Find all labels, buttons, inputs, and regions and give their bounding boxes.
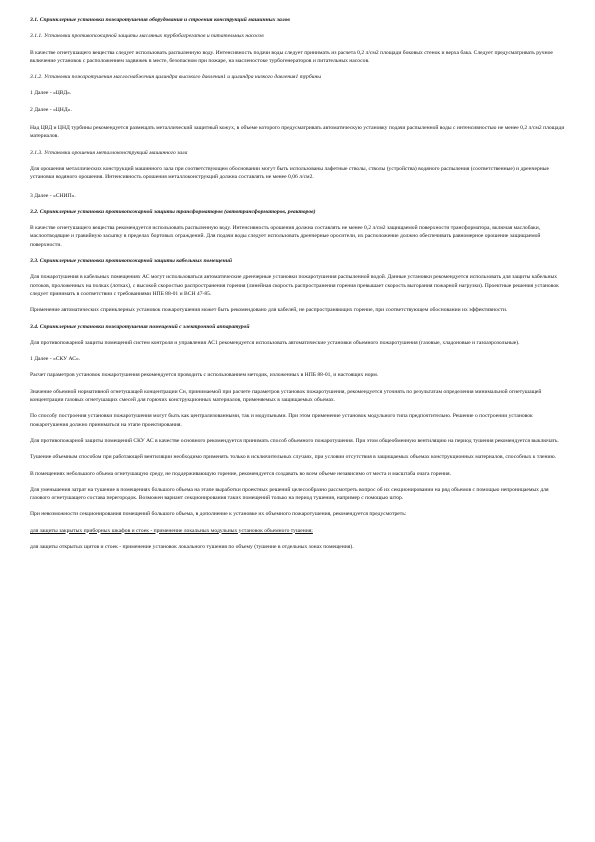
subsection-heading: 3.1.3. Установки орошения металлоконструкций машинного зала [30, 149, 188, 156]
paragraph: Для противопожарной защиты помещений систем контроля и управления АС1 рекомендуется использовать автоматические установки объемного пожаротушения (газовые, хладоновые и газоаэрозольные). [30, 339, 520, 346]
paragraph: Для противопожарной защиты помещений СКУ АС в качестве основного рекомендуется принимать способ объемного пожаротушения. При этом общеобменную вентиляцию на период тушения рекомендуется выключать. [30, 437, 559, 444]
paragraph: Расчет параметров установок пожаротушения рекомендуется проводить с использованием методик, изложенных в НПБ 88-01, и настоящих норм. [30, 372, 379, 379]
section-heading: 3.1. Спринклерные установки пожаротушения оборудования и строения конструкций машинных залов [30, 17, 290, 23]
paragraph: для защиты закрытых приборных шкафов и стоек - применение локальных модульных установок объемного тушения; [30, 527, 313, 534]
section-heading: 3.2. Спринклерные установки противопожарной защиты трансформаторов (автотрансформаторов, реакторов) [30, 208, 316, 215]
paragraph: 3 Далее - «СНИП». [30, 192, 76, 199]
section-heading: 3.4. Спринклерные установки пожаротушения помещений с электронной аппаратурой [30, 323, 250, 330]
paragraph: для защиты открытых щитов и стоек - применение установок локального тушения по объему (тушение в отдельных зонах помещения). [30, 543, 354, 550]
paragraph: При невозможности секционирования помещений большого объема, в дополнение к установке их объемного пожаротушения, рекомендуется предусмотреть: [30, 511, 407, 518]
paragraph: В качестве огнетушащего вещества следует использовать распыленную воду. Интенсивность подачи воды следует принимать из расчета 0,2 л/см2 площади боковых стенок и верха бака. Следует предусматривать ручное включение установок с расположением задвижек в месте, безопасном при пожаре, на масленостоке турбогенераторов и питательных насосов. [30, 49, 553, 64]
paragraph: Применение автоматических спринклерных установок пожаротушения может быть рекомендовано для кабелей, не распространяющих горение, при соответствующем обосновании их эффективности. [30, 307, 508, 314]
paragraph: Для орошения металлических конструкций машинного зала при соответствующем обосновании могут быть использованы лафетные стволы, стволы (устройства) водяного распыления (соответственные) и дренчерные установки водяного орошения. Интенсивность орошения металлоконструкций должна составлять не менее 0,06 л/см2. [30, 165, 549, 181]
paragraph: В помещениях небольшого объема огнетушащую среду, не поддерживающую горение, рекомендуется создавать во всем объеме независимо от места и масштаба очага горения. [30, 470, 452, 477]
subsection-heading: 3.1.1. Установки противопожарной защиты масляных турбобагрегатов и питательных насосов [30, 33, 264, 40]
document-page [30, 16, 566, 551]
paragraph: В качестве огнетушащего вещества рекомендуется использовать распыленную воду. Интенсивность орошения должна составлять не менее 0,2 л/см2 защищаемой поверхности трансформатора, включая маслобаки, маслоотводящие и гравийную засыпку в пределах бортовых ограждений. Для подачи воды следует использовать дренчерные оросители, их расположение должно обеспечивать равномерное орошение защищаемой поверхности. [30, 225, 541, 248]
paragraph: 2 Далее - «ЦНД». [30, 106, 72, 113]
subsection-heading: 3.1.2. Установки пожаротушения маслоснабжения цилиндра высокого давления1 и цилиндра низкого давления1 турбины [30, 74, 322, 81]
paragraph: Для пожаротушения в кабельных помещениях АС могут использоваться автоматические дренчерные установки пожаротушения распыленной водой. Данные установки рекомендуется использовать для защиты кабельных потоков, проложенных на полках (лотках), с высокой скоростью распространения горения (линейная скорость распространения горения превышает скорость выгорания пожарной нагрузки). Проектные решения установок следует принимать в соответствии с требованиями НПБ 88-01 и ВСН 47-85. [30, 274, 559, 297]
paragraph: Над ЦВД и ЦНД турбины рекомендуется размещать металлический защитный кожух, в объеме которого предусматривать автоматическую установку подачи распыленной воды с интенсивностью не менее 0,2 л/см2 площади материалов. [30, 125, 565, 140]
paragraph: Для уменьшения затрат на тушение в помещениях большого объема на этапе выработки проектных решений целесообразно рассмотреть вопрос об их секционировании на ряд объемов с помощью непроницаемых для газового огнетушащего состава перегородок. Возможен вариант секционирования таких помещений только на период тушения, например с помощью штор. [30, 486, 549, 502]
paragraph: Тушение объемным способом при работающей вентиляции необходимо применять только в исключительных случаях, при условии отсутствия в защищаемых объемах конструкционных материалов, способных к тлению. [30, 454, 557, 461]
paragraph: 1 Далее - «СКУ АС». [30, 356, 81, 363]
paragraph: Значение объемной нормативной огнетушащей концентрации Сн, принимаемой при расчете параметров установок пожаротушения, рекомендуется уточнять по результатам определения минимальной огнетушащей концентрации газовых огнетушащих смесей для горючих конструкционных материалов, применяемых в защищаемых объемах. [30, 388, 542, 404]
paragraph: 1 Далее - «ЦВД». [30, 90, 72, 97]
paragraph: По способу построения установки пожаротушения могут быть как централизованными, так и модульными. При этом применение установок модульного типа предпочтительно. Решение о построении установок пожаротушения должно приниматься на этапе проектирования. [30, 413, 533, 428]
section-heading: 3.3. Спринклерные установки противопожарной защиты кабельных помещений [30, 258, 232, 265]
